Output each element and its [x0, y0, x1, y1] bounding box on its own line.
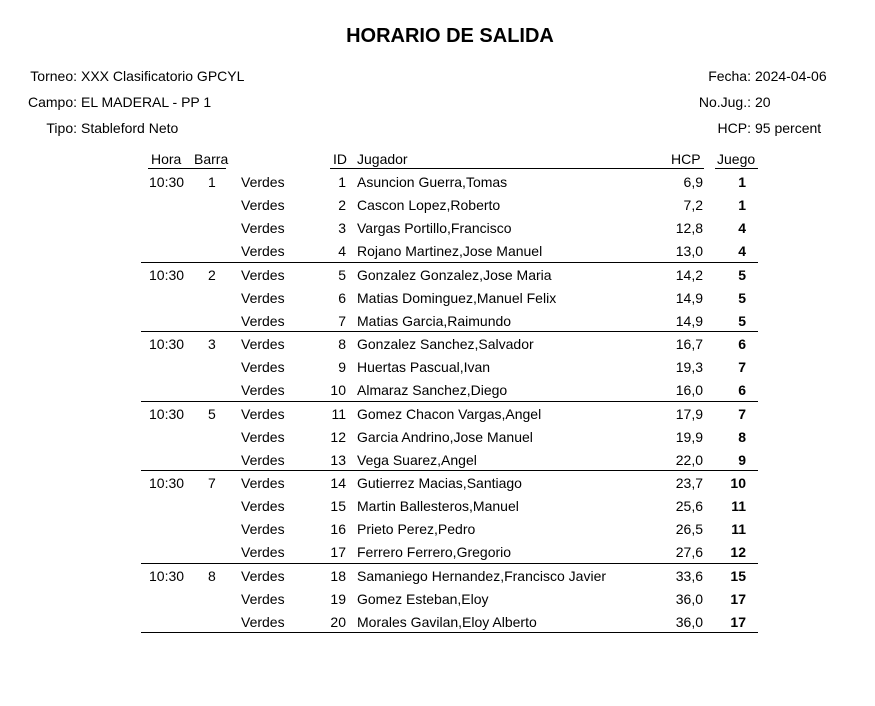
player-hcp: 7,2 — [683, 197, 703, 214]
player-name: Rojano Martinez,Jose Manuel — [357, 243, 543, 260]
player-name: Prieto Perez,Pedro — [357, 521, 476, 538]
player-name: Gonzalez Gonzalez,Jose Maria — [357, 266, 552, 283]
group-separator — [141, 401, 758, 402]
player-juego: 17 — [730, 613, 746, 630]
torneo-label: Torneo: — [30, 68, 77, 84]
player-hcp: 6,9 — [683, 174, 703, 190]
player-name: Asuncion Guerra,Tomas — [357, 174, 508, 190]
col-barra: Barra — [194, 151, 229, 167]
player-tee: Verdes — [241, 312, 285, 329]
player-name: Vargas Portillo,Francisco — [357, 220, 512, 237]
player-hcp: 16,7 — [675, 336, 703, 352]
player-hcp: 33,6 — [675, 567, 703, 584]
hcp-value: 95 percent — [755, 120, 822, 136]
player-name: Matias Dominguez,Manuel Felix — [357, 289, 557, 306]
player-tee: Verdes — [241, 590, 285, 607]
col-id: ID — [333, 151, 347, 167]
player-hcp: 14,9 — [675, 289, 703, 306]
player-id: 6 — [338, 289, 346, 306]
player-hcp: 19,9 — [675, 428, 703, 445]
player-id: 5 — [338, 266, 346, 283]
campo-value: EL MADERAL - PP 1 — [81, 94, 212, 110]
player-id: 19 — [330, 590, 346, 607]
group-barra: 2 — [208, 266, 216, 283]
group-hora: 10:30 — [149, 336, 185, 352]
fecha-label: Fecha: — [708, 68, 751, 84]
player-id: 14 — [330, 474, 346, 491]
col-hcp: HCP — [671, 151, 701, 167]
player-hcp: 12,8 — [675, 220, 703, 237]
torneo-value: XXX Clasificatorio GPCYL — [81, 68, 245, 84]
player-name: Martin Ballesteros,Manuel — [357, 498, 519, 515]
player-id: 8 — [338, 336, 346, 352]
hcp-label: HCP: — [717, 120, 751, 136]
player-juego: 1 — [738, 174, 746, 190]
tipo-label: Tipo: — [46, 120, 77, 136]
nojug-value: 20 — [755, 94, 771, 110]
player-juego: 7 — [738, 405, 746, 422]
player-hcp: 36,0 — [675, 613, 703, 630]
group-separator — [141, 331, 758, 332]
player-tee: Verdes — [241, 382, 285, 399]
player-id: 17 — [330, 544, 346, 561]
player-hcp: 23,7 — [675, 474, 703, 491]
group-barra: 7 — [208, 474, 216, 491]
player-id: 2 — [338, 197, 346, 214]
player-juego: 9 — [738, 451, 746, 468]
player-tee: Verdes — [241, 405, 285, 422]
player-tee: Verdes — [241, 498, 285, 515]
player-name: Garcia Andrino,Jose Manuel — [357, 428, 533, 445]
player-id: 10 — [330, 382, 346, 399]
player-tee: Verdes — [241, 289, 285, 306]
player-hcp: 26,5 — [675, 521, 703, 538]
player-name: Morales Gavilan,Eloy Alberto — [357, 613, 537, 630]
player-juego: 1 — [738, 197, 746, 214]
group-hora: 10:30 — [149, 405, 185, 422]
player-hcp: 19,3 — [675, 359, 703, 376]
player-name: Cascon Lopez,Roberto — [357, 197, 501, 214]
player-id: 13 — [330, 451, 346, 468]
player-name: Matias Garcia,Raimundo — [357, 312, 512, 329]
player-name: Vega Suarez,Angel — [357, 451, 477, 468]
player-id: 18 — [330, 567, 346, 584]
player-tee: Verdes — [241, 544, 285, 561]
campo-label: Campo: — [27, 94, 77, 110]
fecha-value: 2024-04-06 — [755, 68, 827, 84]
group-hora: 10:30 — [149, 474, 185, 491]
tipo-value: Stableford Neto — [81, 120, 179, 136]
player-juego: 5 — [738, 289, 746, 306]
player-juego: 4 — [738, 243, 746, 260]
player-hcp: 22,0 — [675, 451, 703, 468]
player-id: 9 — [338, 359, 346, 376]
player-id: 4 — [338, 243, 346, 260]
player-tee: Verdes — [241, 220, 285, 237]
player-tee: Verdes — [241, 567, 285, 584]
player-juego: 11 — [731, 498, 746, 515]
player-hcp: 14,2 — [675, 266, 703, 283]
player-tee: Verdes — [241, 451, 285, 468]
player-juego: 5 — [738, 312, 746, 329]
player-id: 16 — [330, 521, 346, 538]
player-hcp: 27,6 — [675, 544, 703, 561]
group-barra: 8 — [208, 567, 216, 584]
player-juego: 12 — [730, 544, 746, 561]
player-tee: Verdes — [241, 266, 285, 283]
player-tee: Verdes — [241, 474, 285, 491]
group-separator — [141, 632, 758, 633]
player-id: 12 — [330, 428, 346, 445]
player-name: Gonzalez Sanchez,Salvador — [357, 336, 534, 352]
player-juego: 15 — [730, 567, 746, 584]
player-id: 7 — [338, 312, 346, 329]
player-id: 20 — [330, 613, 346, 630]
player-name: Gomez Chacon Vargas,Angel — [357, 405, 542, 422]
col-jugador: Jugador — [357, 151, 408, 167]
page-title: HORARIO DE SALIDA — [346, 25, 554, 47]
player-id: 11 — [331, 405, 346, 422]
header-underline-right — [715, 168, 758, 169]
player-tee: Verdes — [241, 359, 285, 376]
group-hora: 10:30 — [149, 174, 185, 190]
player-name: Gomez Esteban,Eloy — [357, 590, 489, 607]
player-id: 3 — [338, 220, 346, 237]
player-name: Almaraz Sanchez,Diego — [357, 382, 508, 399]
player-tee: Verdes — [241, 521, 285, 538]
player-name: Gutierrez Macias,Santiago — [357, 474, 522, 491]
player-tee: Verdes — [241, 428, 285, 445]
player-id: 15 — [330, 498, 346, 515]
group-barra: 1 — [208, 174, 216, 190]
player-name: Samaniego Hernandez,Francisco Javier — [357, 567, 607, 584]
player-tee: Verdes — [241, 613, 285, 630]
player-tee: Verdes — [241, 243, 285, 260]
player-juego: 5 — [738, 266, 746, 283]
player-hcp: 16,0 — [675, 382, 703, 399]
header-underline-left — [148, 168, 226, 169]
group-separator — [141, 563, 758, 564]
group-barra: 3 — [208, 336, 216, 352]
nojug-label: No.Jug.: — [698, 94, 751, 110]
group-separator — [141, 262, 758, 263]
player-id: 1 — [338, 174, 346, 190]
group-separator — [141, 470, 758, 471]
player-juego: 6 — [738, 382, 746, 399]
header-underline-mid — [330, 168, 704, 169]
player-name: Ferrero Ferrero,Gregorio — [357, 544, 512, 561]
group-hora: 10:30 — [149, 567, 185, 584]
player-juego: 7 — [738, 359, 746, 376]
player-juego: 11 — [731, 521, 746, 538]
col-juego: Juego — [717, 151, 756, 167]
player-juego: 6 — [738, 336, 746, 352]
player-juego: 4 — [738, 220, 746, 237]
player-hcp: 25,6 — [675, 498, 703, 515]
player-hcp: 17,9 — [675, 405, 703, 422]
player-tee: Verdes — [241, 174, 285, 190]
player-tee: Verdes — [241, 197, 285, 214]
player-hcp: 36,0 — [675, 590, 703, 607]
group-hora: 10:30 — [149, 266, 185, 283]
col-hora: Hora — [151, 151, 182, 167]
player-tee: Verdes — [241, 336, 285, 352]
player-juego: 17 — [730, 590, 746, 607]
player-juego: 8 — [738, 428, 746, 445]
player-name: Huertas Pascual,Ivan — [357, 359, 491, 376]
player-juego: 10 — [730, 474, 746, 491]
group-barra: 5 — [208, 405, 216, 422]
player-hcp: 14,9 — [675, 312, 703, 329]
player-hcp: 13,0 — [675, 243, 703, 260]
